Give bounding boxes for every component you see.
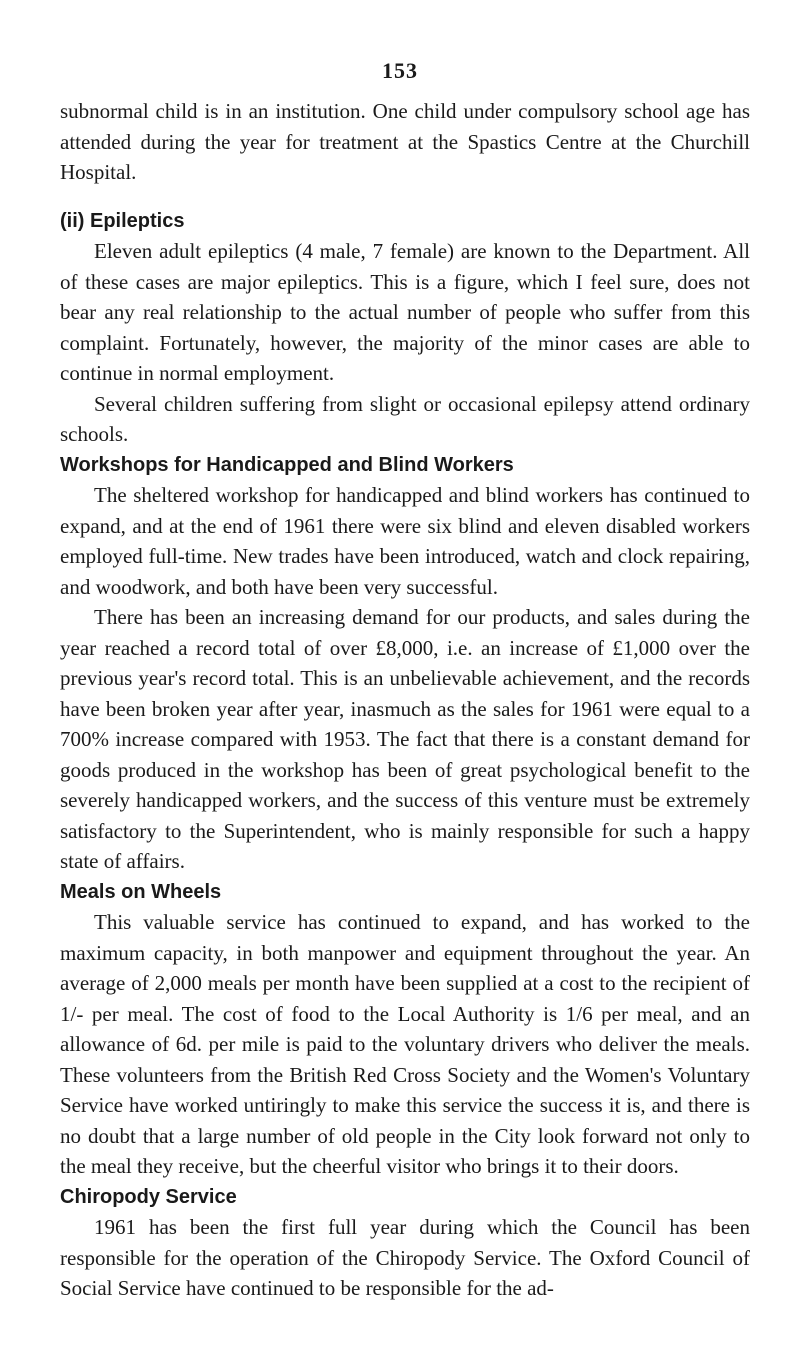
chiropody-heading: Chiropody Service: [60, 1185, 237, 1208]
intro-paragraph: subnormal child is in an institution. One child under compulsory school age has attended during the year for treatment at the Spastics Centre at the Churchill Hospital.: [60, 99, 750, 184]
epileptics-paragraph-1: Eleven adult epileptics (4 male, 7 female) are known to the Department. All of these cases are major epileptics. This is a figure, which I feel sure, does not bear any real relationship to the actual number of people who suffer from this complaint. Fortunately, however, the majority of the minor cases are able to continue in normal employment.: [60, 239, 750, 385]
workshops-paragraph-2: There has been an increasing demand for our products, and sales during the year reached a record total of over £8,000, i.e. an increase of £1,000 over the previous year's record total. This is an unbelievable achievement, and the records have been broken year after year, inasmuch as the sales for 1961 were equal to a 700% increase compared with 1953. The fact that there is a constant demand for goods produced in the workshop has been of great psychological benefit to the severely handicapped workers, and the success of this venture must be extremely satisfactory to the Superintendent, who is mainly responsible for such a happy state of affairs.: [60, 605, 750, 873]
meals-paragraph-1: This valuable service has continued to expand, and has worked to the maximum capacity, in both manpower and equipment throughout the year. An average of 2,000 meals per month have been supplied at a cost to the recipient of 1/- per meal. The cost of food to the Local Authority is 1/6 per meal, and an allowance of 6d. per mile is paid to the voluntary drivers who deliver the meals. These volunteers from the British Red Cross Society and the Women's Voluntary Service have worked untiringly to make this service the success it is, and there is no doubt that a large number of old people in the City look forward not only to the meal they receive, but the cheerful visitor who brings it to their doors.: [60, 910, 750, 1178]
meals-heading: Meals on Wheels: [60, 880, 222, 903]
epileptics-paragraph-2: Several children suffering from slight or occasional epilepsy attend ordinary schools.: [60, 391, 750, 446]
chiropody-paragraph-1: 1961 has been the first full year during which the Council has been responsible for the operation of the Chiropody Service. The Oxford Council of Social Service have continued to be responsible for the ad-: [60, 1215, 750, 1300]
workshops-paragraph-1: The sheltered workshop for handicapped and blind workers has continued to expand, and at the end of 1961 there were six blind and eleven disabled workers employed full-time. New trades have been introduced, watch and clock repairing, and woodwork, and both have been very successful.: [60, 483, 750, 599]
workshops-heading: Workshops for Handicapped and Blind Workers: [60, 453, 514, 476]
page-body: [60, 96, 750, 1304]
page-number: 153: [382, 58, 418, 83]
epileptics-heading: (ii) Epileptics: [60, 209, 185, 232]
